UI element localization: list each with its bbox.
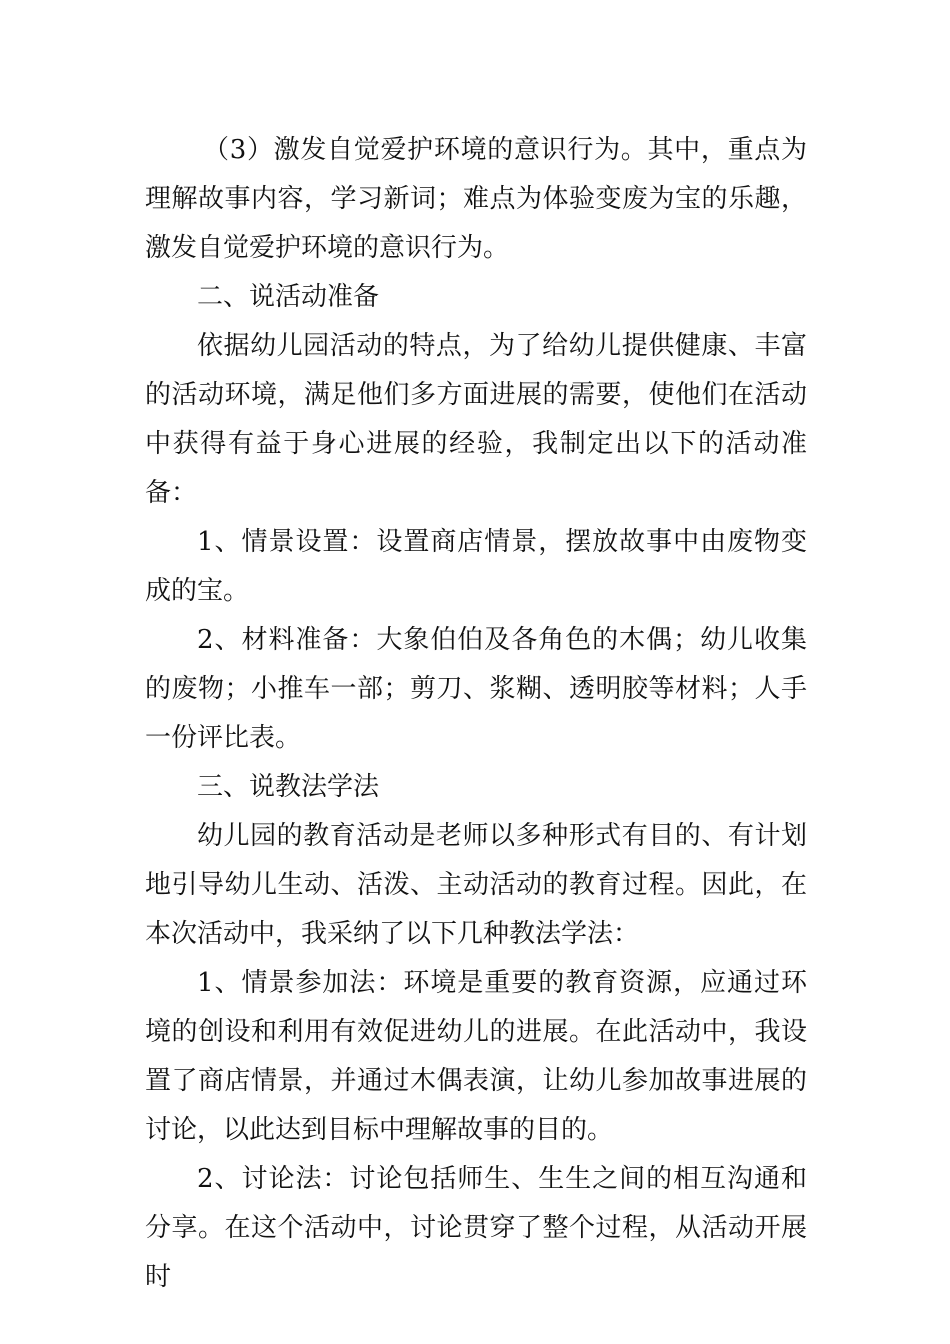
paragraph-materials: 2、材料准备：大象伯伯及各角色的木偶；幼儿收集的废物；小推车一部；剪刀、浆糊、透明胶等材料；人手一份评比表。 [145,625,807,753]
document-body [145,126,807,1302]
section-heading-teaching-methods: 三、说教法学法 [197,772,380,802]
paragraph-methods-intro: 幼儿园的教育活动是老师以多种形式有目的、有计划地引导幼儿生动、活泼、主动活动的教育过程。因此，在本次活动中，我采纳了以下几种教法学法： [145,821,807,949]
section-heading-activity-preparation: 二、说活动准备 [197,282,380,312]
paragraph-scene-setup: 1、情景设置：设置商店情景，摆放故事中由废物变成的宝。 [145,527,807,606]
paragraph-scenario-method: 1、情景参加法：环境是重要的教育资源，应通过环境的创设和利用有效促进幼儿的进展。在此活动中，我设置了商店情景，并通过木偶表演，让幼儿参加故事进展的讨论，以此达到目标中理解故事的目的。 [145,968,807,1145]
paragraph-preparation-intro: 依据幼儿园活动的特点，为了给幼儿提供健康、丰富的活动环境，满足他们多方面进展的需要，使他们在活动中获得有益于身心进展的经验，我制定出以下的活动准备： [145,331,807,508]
paragraph-objective-3: （3）激发自觉爱护环境的意识行为。其中，重点为理解故事内容，学习新词；难点为体验变废为宝的乐趣，激发自觉爱护环境的意识行为。 [145,135,807,263]
paragraph-discussion-method: 2、讨论法：讨论包括师生、生生之间的相互沟通和分享。在这个活动中，讨论贯穿了整个过程，从活动开展时 [145,1164,807,1292]
